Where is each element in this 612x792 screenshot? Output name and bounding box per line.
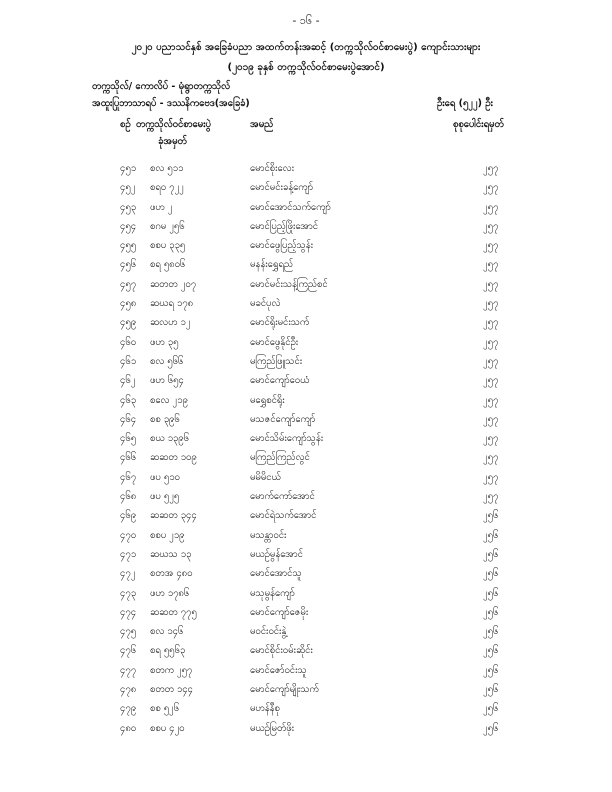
row-roll-number: ဖပ ၅၁၀ xyxy=(150,471,180,483)
row-serial: ၄၅၆ xyxy=(120,259,137,271)
row-name: မဟန်နီစု xyxy=(250,703,280,715)
table-row xyxy=(0,683,612,702)
row-total-marks: ၂၅၇ xyxy=(483,278,499,290)
row-total-marks: ၂၅၇ xyxy=(483,394,499,406)
row-roll-number: စလ ၅၆၆ xyxy=(150,355,184,367)
row-roll-number: ဖဟ ၂ xyxy=(150,201,173,213)
table-row xyxy=(0,297,612,316)
document-subtitle: (၂၀၁၉ ခုနှစ် တက္ကသိုလ်ဝင်စာမေးပွဲအောင်) xyxy=(227,62,385,73)
row-name: မသုမွန်ကျော် xyxy=(250,587,295,599)
row-total-marks: ၂၅၆ xyxy=(483,664,499,676)
table-row xyxy=(0,644,612,663)
row-name: မမိမိငယ် xyxy=(250,471,281,483)
row-name: မောင်အောင်သက်ကျော် xyxy=(250,201,331,213)
row-serial: ၄၈၀ xyxy=(120,722,137,734)
row-total-marks: ၂၅၆ xyxy=(483,684,499,696)
row-serial: ၄၅၄ xyxy=(120,220,137,232)
row-total-marks: ၂၅၆ xyxy=(483,587,499,599)
table-row xyxy=(0,162,612,181)
table-row xyxy=(0,471,612,490)
row-total-marks: ၂၅၇ xyxy=(483,201,499,213)
row-serial: ၄၇၁ xyxy=(120,548,137,560)
header-name: အမည် xyxy=(250,119,274,130)
row-roll-number: စလ ၁၄၆ xyxy=(150,626,184,638)
row-serial: ၄၅၈ xyxy=(120,298,137,310)
header-serial: စဉ် xyxy=(120,119,131,130)
row-total-marks: ၂၅၇ xyxy=(483,317,499,329)
table-row xyxy=(0,374,612,393)
row-name: မောင်ဇော်ဝင်းသူ xyxy=(250,664,307,676)
row-roll-number: ဆဃသ ၁၃ xyxy=(150,548,192,560)
row-total-marks: ၂၅၇ xyxy=(483,336,499,348)
row-name: မောင်မင်းသန့်ကြည်စင် xyxy=(250,278,328,290)
row-name: မောင်ဖွေပြည့်သွန်း xyxy=(250,240,314,252)
row-total-marks: ၂၅၇ xyxy=(483,413,499,425)
row-roll-number: စစ ၅၂၆ xyxy=(150,703,180,715)
row-total-marks: ၂၅၇ xyxy=(483,375,499,387)
row-serial: ၄၆၆ xyxy=(120,452,137,464)
row-roll-number: ဆဆတ ၃၄၄ xyxy=(150,510,197,522)
row-total-marks: ၂၅၇ xyxy=(483,471,499,483)
header-roll-number-line2: ခုံအမှတ် xyxy=(158,136,187,147)
table-row xyxy=(0,567,612,586)
row-total-marks: ၂၅၆ xyxy=(483,529,499,541)
student-count: ဦးရေ (၅၂၂) ဦး xyxy=(437,98,493,109)
row-name: မယဉ်မြတ်ဖိုး xyxy=(250,722,295,734)
document-title: ၂၀၂၀ ပညာသင်နှစ် အခြေခံပညာ အထက်တန်းအဆင့် (တက္ကသိုလ်ဝင်စာမေးပွဲ) ကျောင်းသားများ xyxy=(131,42,481,53)
row-roll-number: စရ ၅၅၆၃ xyxy=(150,645,186,657)
row-name: မသန္တာဝင်း xyxy=(250,529,287,541)
row-name: မောင်ဖွေနိုင်ဦး xyxy=(250,336,299,348)
row-total-marks: ၂၅၆ xyxy=(483,606,499,618)
row-roll-number: စလေ ၂၁၉ xyxy=(150,394,188,406)
row-name: မခင်ပုလဲ xyxy=(250,298,281,310)
row-name: မောင်စိုးလေး xyxy=(250,163,294,174)
table-row xyxy=(0,181,612,200)
row-name: မောင်ကျော်ဝေယံ xyxy=(250,375,310,387)
table-row xyxy=(0,432,612,451)
row-roll-number: စရဝ ၇၂၂ xyxy=(150,182,184,194)
row-name: မောင်ကျော်မျိုးသက် xyxy=(250,684,319,696)
row-total-marks: ၂၅၆ xyxy=(483,548,499,560)
table-row xyxy=(0,258,612,277)
row-name: မောင်သိမ်းကျော်သွန်း xyxy=(250,433,324,445)
row-serial: ၄၆၂ xyxy=(120,375,136,387)
row-serial: ၄၆၃ xyxy=(120,394,137,406)
row-roll-number: စတက ၂၅၇ xyxy=(150,664,193,676)
row-name: မောင်စိုင်းဝမ်းဆိုင်း xyxy=(250,645,313,657)
row-serial: ၄၆၁ xyxy=(120,355,137,367)
table-row xyxy=(0,336,612,355)
row-total-marks: ၂၅၆ xyxy=(483,645,499,657)
header-roll-number: တက္ကသိုလ်ဝင်စာမေးပွဲ xyxy=(136,119,211,130)
row-roll-number: စဂမ ၂၅၆ xyxy=(150,220,185,232)
row-serial: ၄၅၂ xyxy=(120,182,136,194)
row-total-marks: ၂၅၆ xyxy=(483,722,499,734)
row-name: မရွှေစင်ရိုး xyxy=(250,394,285,406)
row-total-marks: ၂၅၇ xyxy=(483,452,499,464)
row-total-marks: ၂၅၆ xyxy=(483,626,499,638)
subject-line: အထူးပြုဘာသာရပ် - ဒဿနိကဗေဒ(အခြေခံ) xyxy=(92,98,250,109)
row-roll-number: စစပ ၃၃၅ xyxy=(150,240,186,252)
row-name: မောင်မင်းခန့်ကျော် xyxy=(250,182,313,194)
row-roll-number: ဆဆတ ၁၀၉ xyxy=(150,452,197,464)
table-row xyxy=(0,394,612,413)
table-row xyxy=(0,239,612,258)
row-name: မောင်ရဲသက်အောင် xyxy=(250,510,317,522)
table-row xyxy=(0,587,612,606)
row-roll-number: စယ ၁၃၉၆ xyxy=(150,433,189,445)
row-serial: ၄၆၄ xyxy=(120,413,137,425)
table-row xyxy=(0,548,612,567)
table-row xyxy=(0,490,612,509)
row-total-marks: ၂၅၆ xyxy=(483,568,499,580)
row-name: မသဇင်ကျော်ကျော် xyxy=(250,413,316,425)
row-roll-number: စတအ ၄၈၀ xyxy=(150,568,193,580)
row-total-marks: ၂၅၇ xyxy=(483,355,499,367)
row-roll-number: ဖဟ ၆၅၄ xyxy=(150,375,184,387)
table-row xyxy=(0,278,612,297)
row-serial: ၄၆၉ xyxy=(120,510,137,522)
row-roll-number: ဖပ ၅၂၅ xyxy=(150,491,180,503)
row-serial: ၄၇၃ xyxy=(120,587,137,599)
table-row xyxy=(0,316,612,335)
row-total-marks: ၂၅၇ xyxy=(483,240,499,252)
table-row xyxy=(0,529,612,548)
row-serial: ၄၇၅ xyxy=(120,626,137,638)
table-row xyxy=(0,451,612,470)
row-name: မကြည်ကြည်လွင် xyxy=(250,452,310,464)
row-roll-number: ဖဟ ၁၇၈၆ xyxy=(150,587,190,599)
row-serial: ၄၆၅ xyxy=(120,433,137,445)
table-row xyxy=(0,606,612,625)
row-roll-number: ဆဃရ ၁၇၈ xyxy=(150,298,194,310)
row-serial: ၄၅၃ xyxy=(120,201,137,213)
row-name: မကြည်ဖြူသင်း xyxy=(250,355,303,367)
table-row xyxy=(0,625,612,644)
row-serial: ၄၅၉ xyxy=(120,317,137,329)
row-roll-number: စစပ ၄၂၀ xyxy=(150,722,185,734)
row-total-marks: ၂၅၇ xyxy=(483,163,499,174)
row-roll-number: ဆဆတ ၇၇၅ xyxy=(150,606,197,618)
row-total-marks: ၂၅၇ xyxy=(483,298,499,310)
row-roll-number: စရ ၅၈၀၆ xyxy=(150,259,186,271)
table-row xyxy=(0,722,612,741)
row-serial: ၄၇၄ xyxy=(120,606,137,618)
header-total-marks: စုစုပေါင်းရမှတ် xyxy=(453,119,504,130)
student-list xyxy=(0,162,612,741)
row-serial: ၄၅၁ xyxy=(120,163,137,174)
row-name: မောင်ရိုးမင်းသက် xyxy=(250,317,310,329)
row-total-marks: ၂၅၆ xyxy=(483,703,499,715)
row-name: မယဉ်မွန်အောင် xyxy=(250,548,303,560)
row-roll-number: ဆလဟ ၁၂ xyxy=(150,317,191,329)
row-roll-number: စတတ ၁၄၄ xyxy=(150,684,193,696)
table-row xyxy=(0,664,612,683)
table-row xyxy=(0,220,612,239)
university-line: တက္ကသိုလ်/ ကောလိပ် - မုံရွာတက္ကသိုလ် xyxy=(92,81,231,92)
row-serial: ၄၆၈ xyxy=(120,491,137,503)
row-serial: ၄၆၀ xyxy=(120,336,137,348)
row-name: မောင်ပြည့်ဖြိုးအောင် xyxy=(250,220,319,232)
row-roll-number: စစပ ၂၁၉ xyxy=(150,529,185,541)
table-row xyxy=(0,201,612,220)
row-serial: ၄၅၅ xyxy=(120,240,137,252)
row-serial: ၄၆၇ xyxy=(120,471,137,483)
row-serial: ၄၇၂ xyxy=(120,568,136,580)
row-name: မောင်ကျော်ဇေမိုး xyxy=(250,606,309,618)
row-serial: ၄၇၇ xyxy=(120,664,137,676)
row-roll-number: ဖဟ ၃၅ xyxy=(150,336,179,348)
row-total-marks: ၂၅၇ xyxy=(483,220,499,232)
row-serial: ၄၇၀ xyxy=(120,529,137,541)
row-roll-number: စလ ၅၁၁ xyxy=(150,163,184,174)
row-name: မောက်ကော်အောင် xyxy=(250,491,315,503)
row-roll-number: ဆတတ ၂၀၇ xyxy=(150,278,197,290)
row-total-marks: ၂၅၇ xyxy=(483,433,499,445)
table-row xyxy=(0,702,612,721)
table-row xyxy=(0,509,612,528)
row-serial: ၄၅၇ xyxy=(120,278,137,290)
row-name: မဝင်းဝင်းနွဲ့ xyxy=(250,626,287,638)
row-total-marks: ၂၅၇ xyxy=(483,259,499,271)
row-serial: ၄၇၆ xyxy=(120,645,137,657)
row-total-marks: ၂၅၇ xyxy=(483,491,499,503)
row-serial: ၄၇၉ xyxy=(120,703,137,715)
row-total-marks: ၂၅၇ xyxy=(483,182,499,194)
row-name: မနန်းရွှေရည် xyxy=(250,259,294,271)
row-name: မောင်အောင်သူ xyxy=(250,568,302,580)
row-serial: ၄၇၈ xyxy=(120,684,137,696)
row-total-marks: ၂၅၆ xyxy=(483,510,499,522)
table-row xyxy=(0,355,612,374)
row-roll-number: စစ ၃၉၆ xyxy=(150,413,180,425)
table-row xyxy=(0,413,612,432)
page-number: - ၁၆ - xyxy=(292,14,320,27)
